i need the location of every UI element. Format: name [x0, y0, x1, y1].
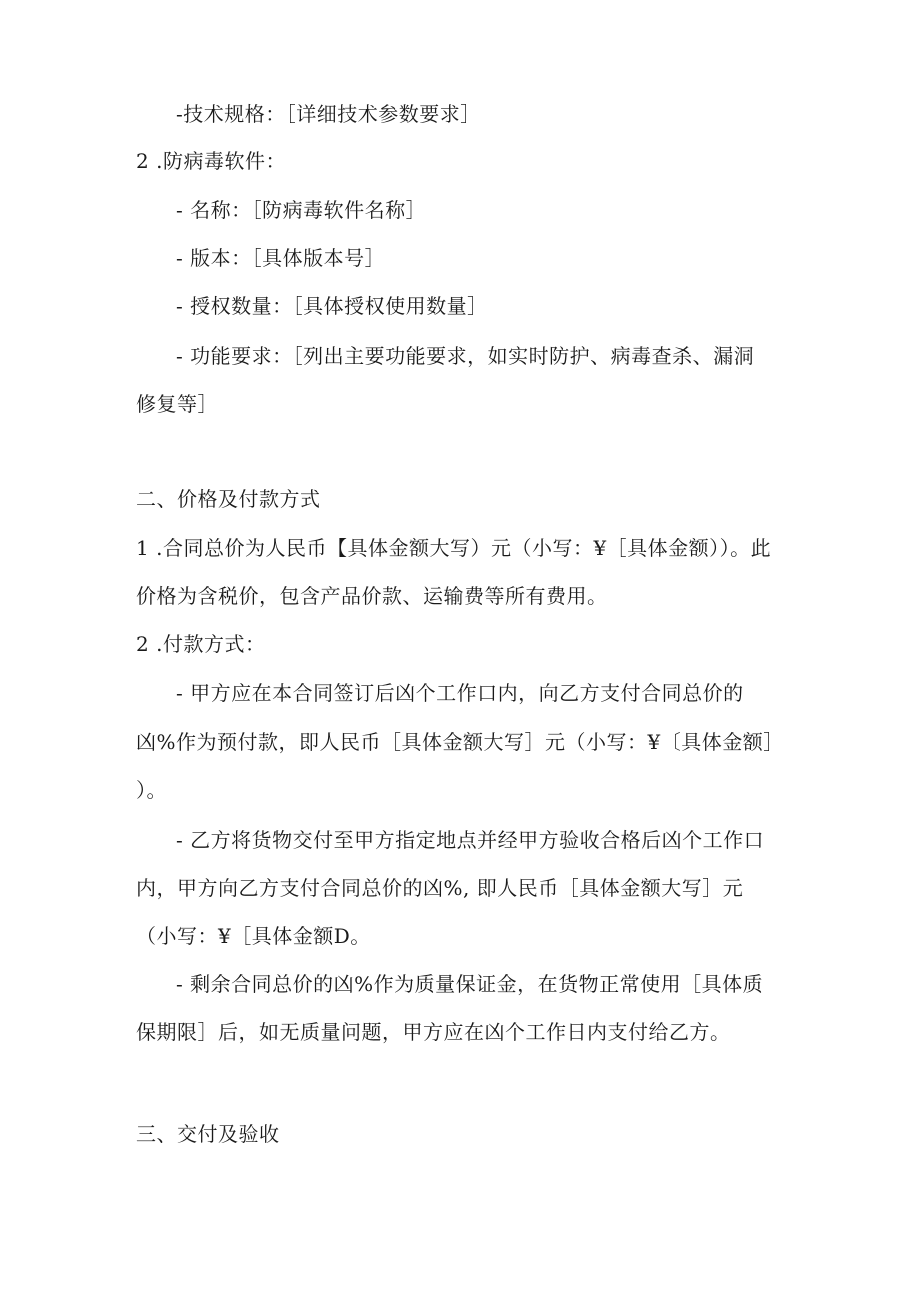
warranty-deposit-cont: 保期限］后，如无质量问题，甲方应在凶个工作日内支付给乙方。	[136, 1020, 731, 1044]
total-price-line: 1 .合同总价为人民币【具体金额大写）元（小写：¥［具体金额））。此	[136, 536, 772, 560]
antivirus-heading: 2 .防病毒软件：	[136, 149, 286, 173]
delivery-payment-line: - 乙方将货物交付至甲方指定地点并经甲方验收合格后凶个工作口	[176, 828, 765, 852]
section-heading-delivery: 三、交付及验收	[136, 1122, 280, 1146]
antivirus-function-line: - 功能要求：［列出主要功能要求，如实时防护、病毒查杀、漏洞	[176, 344, 755, 368]
payment-method-heading: 2 .付款方式：	[136, 632, 266, 656]
prepayment-cont-1: 凶%作为预付款，即人民币［具体金额大写］元（小写：¥〔具体金额］	[136, 730, 784, 754]
prepayment-cont-2: ）。	[136, 778, 167, 802]
antivirus-name-line: - 名称：［防病毒软件名称］	[176, 198, 427, 222]
antivirus-version-line: - 版本：［具体版本号］	[176, 246, 386, 270]
delivery-payment-cont-1: 内，甲方向乙方支付合同总价的凶%, 即人民币［具体金额大写］元	[136, 876, 744, 900]
warranty-deposit-line: - 剩余合同总价的凶%作为质量保证金，在货物正常使用［具体质	[176, 972, 764, 996]
prepayment-line: - 甲方应在本合同签订后凶个工作口内，向乙方支付合同总价的	[176, 681, 744, 705]
tech-spec-line: -技术规格：［详细技术参数要求］	[176, 102, 481, 126]
delivery-payment-cont-2: （小写：¥［具体金额D。	[136, 924, 371, 948]
section-heading-price: 二、价格及付款方式	[136, 487, 321, 511]
antivirus-license-line: - 授权数量：［具体授权使用数量］	[176, 294, 488, 318]
antivirus-function-cont: 修复等］	[136, 392, 218, 416]
total-price-cont: 价格为含税价，包含产品价款、运输费等所有费用。	[136, 584, 608, 608]
